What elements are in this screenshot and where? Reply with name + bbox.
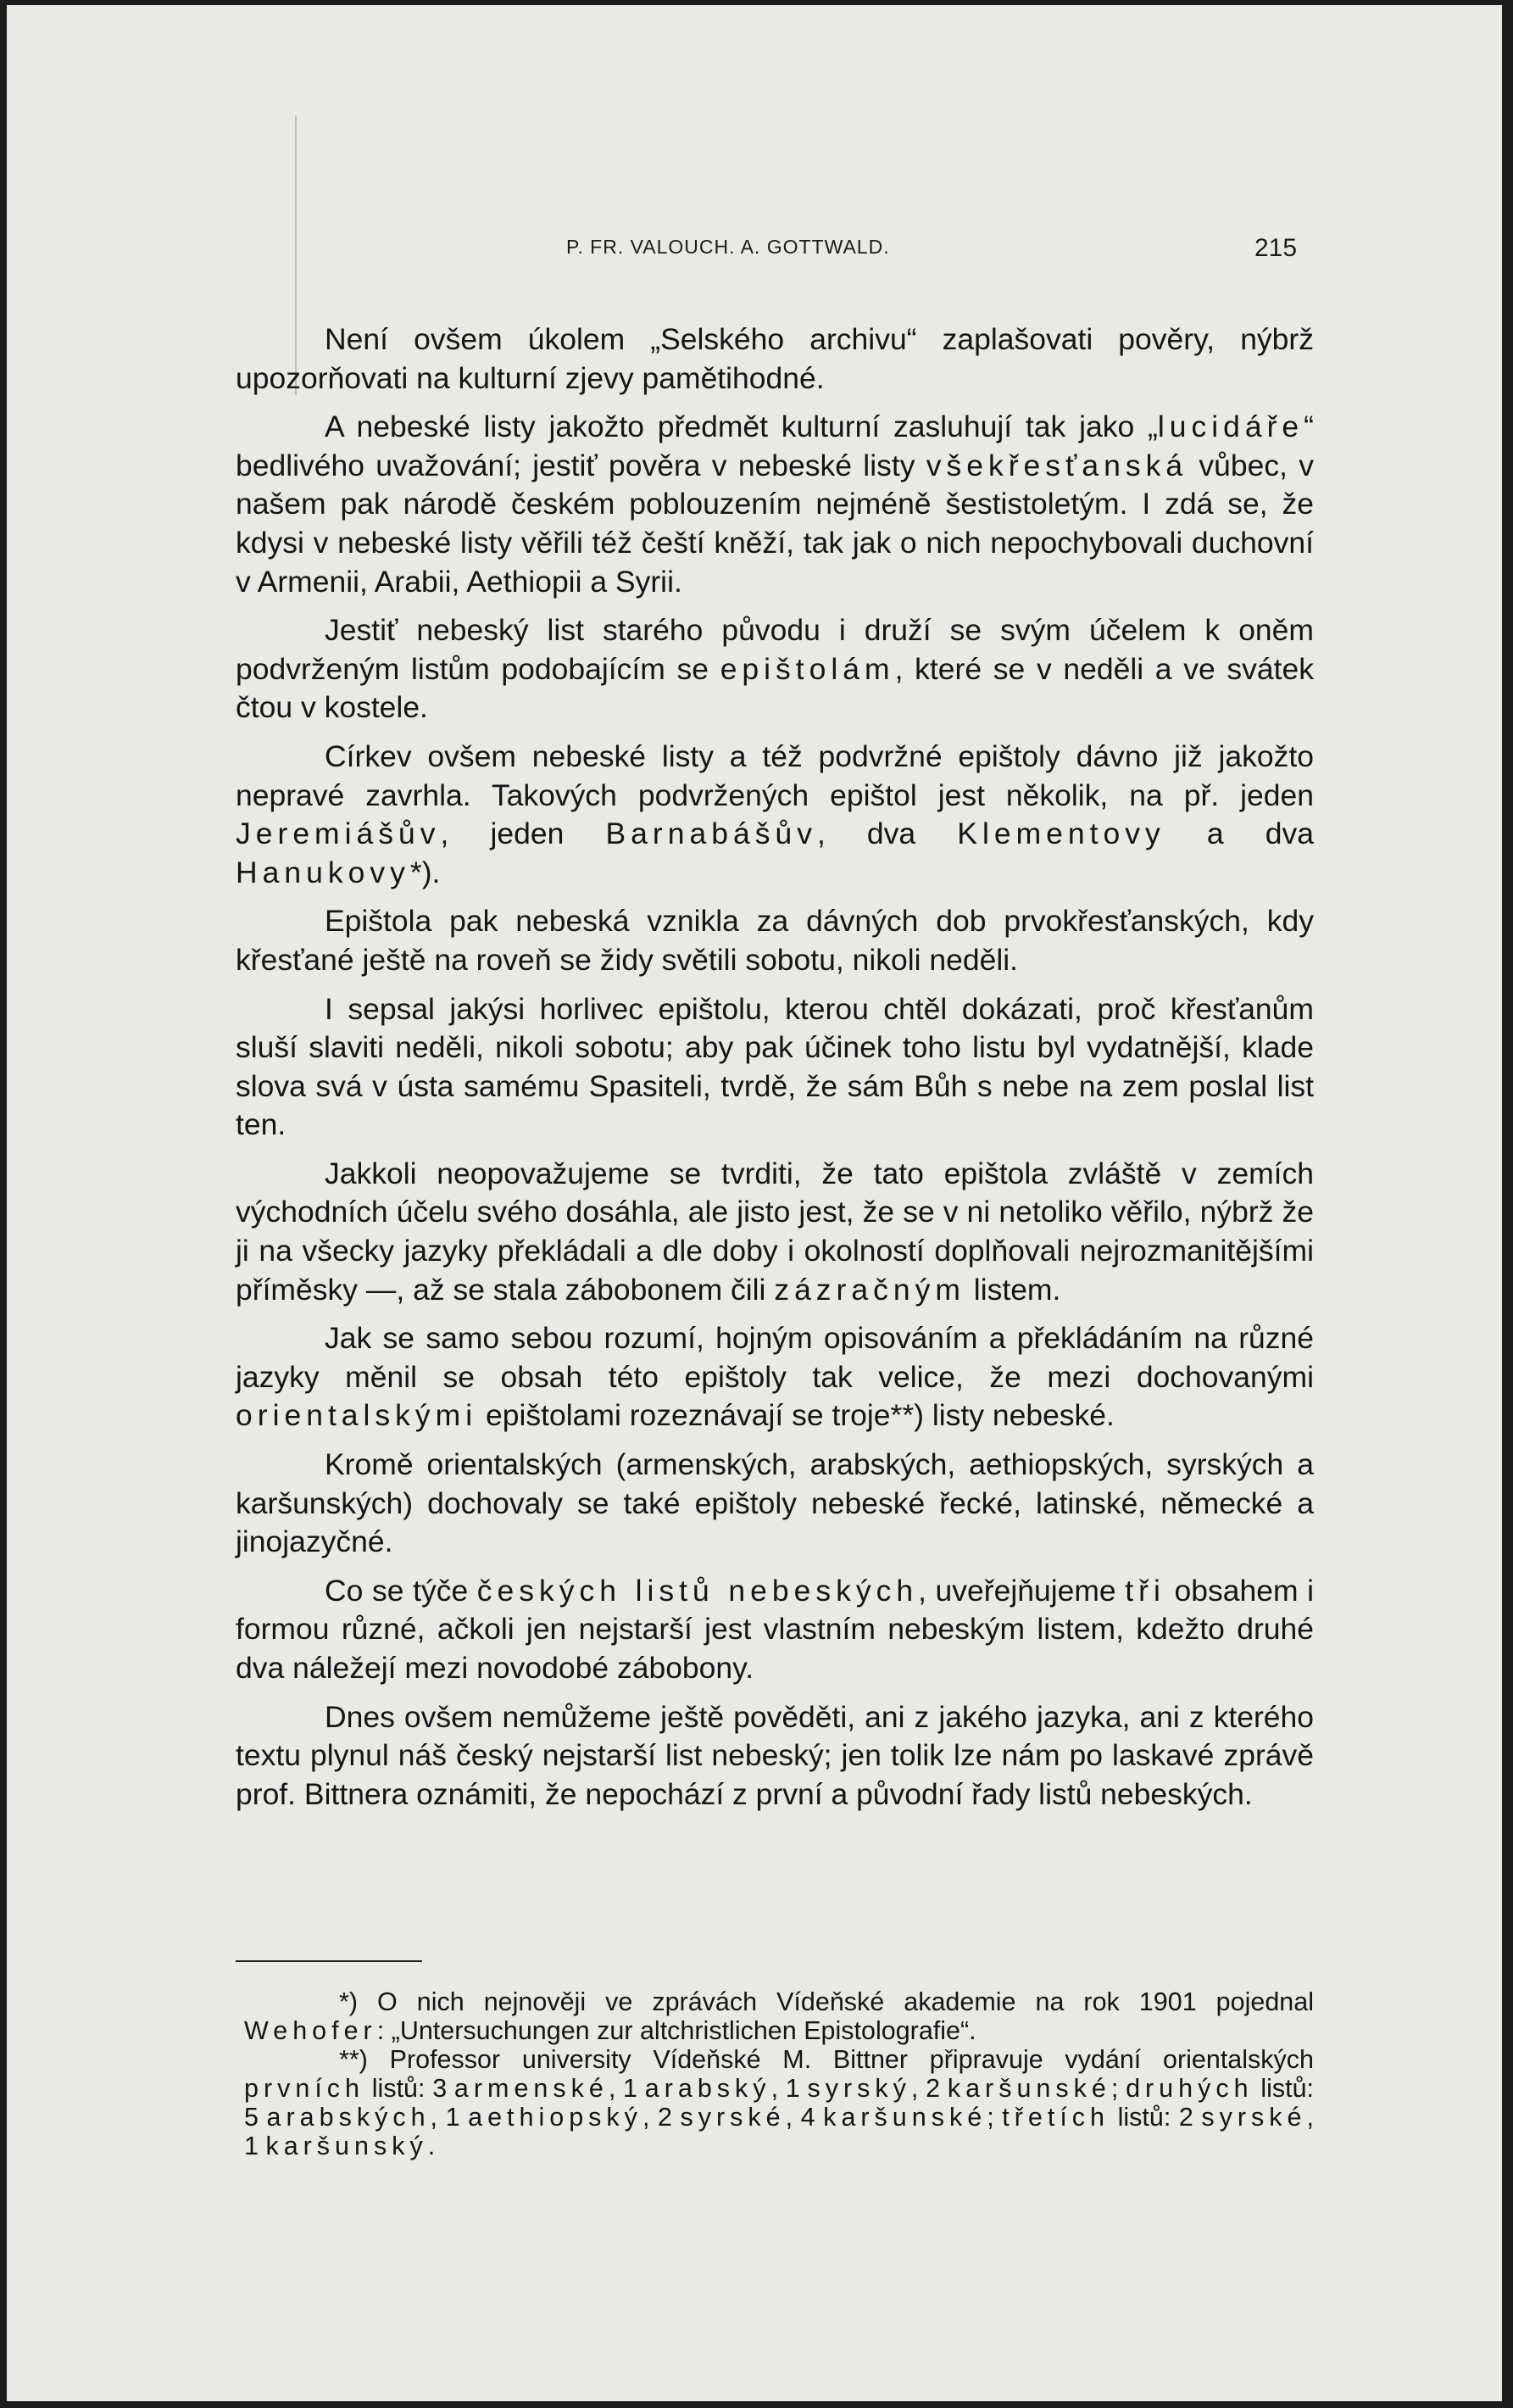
text-run: listů: 3	[364, 2074, 454, 2103]
text-run: Dnes ovšem nemůžeme ještě pověděti, ani z jakého jazyka, ani z kterého textu plynul náš český nejstarší list nebeský; jen tolik lze nám po laskavé zprávě prof. Bittnera oznámiti, že nepochází z první a původní řady listů nebeských.	[236, 1699, 1314, 1811]
paragraph-9	[236, 1446, 1314, 1562]
text-run: Není ovšem úkolem „Selského archivu“ zaplašovati pověry, nýbrž upozorňovati na kulturní zjevy pamětihodné.	[236, 322, 1314, 395]
spaced-emphasis: syrský	[807, 2074, 911, 2103]
text-run: , 4	[785, 2103, 824, 2132]
text-run: ;	[987, 2103, 1003, 2132]
spaced-emphasis: českých listů nebeských	[476, 1573, 919, 1608]
text-run: Co se týče	[325, 1573, 477, 1608]
spaced-emphasis: Wehofer	[244, 2016, 377, 2045]
spaced-emphasis: tři	[1125, 1573, 1165, 1608]
paragraph-3	[236, 611, 1314, 727]
spaced-emphasis: karšunské	[823, 2103, 987, 2132]
spaced-emphasis: arabský	[644, 2074, 771, 2103]
text-run: a dva	[1165, 817, 1314, 851]
text-run: : „Untersuchungen zur altchristlichen Epistolografie“.	[376, 2016, 976, 2045]
text-run: , uveřejňujeme	[918, 1573, 1126, 1608]
text-run: , 1	[770, 2074, 808, 2103]
text-run: , které se v neděli a ve svátek čtou v kostele.	[236, 651, 1315, 725]
text-run: , jeden	[440, 817, 606, 851]
spaced-emphasis: karšunský	[265, 2132, 428, 2160]
paragraph-1	[236, 321, 1314, 398]
text-run: Epištola pak nebeská vznikla za dávných dob prvokřesťanských, kdy křesťané ještě na roveň se židy světili sobotu, nikoli neděli.	[236, 904, 1314, 977]
text-run: , 1	[244, 2103, 1314, 2160]
paragraph-2	[236, 408, 1314, 601]
text-run: *).	[409, 855, 441, 889]
spaced-emphasis: syrské	[1201, 2103, 1307, 2132]
text-run: epištolami rozeznávají se troje**) listy nebeské.	[477, 1398, 1115, 1433]
spaced-emphasis: zázračným	[774, 1272, 965, 1307]
body-text	[236, 321, 1314, 1824]
spaced-emphasis: Barnabášův	[605, 817, 817, 851]
footnote-1	[244, 1987, 1314, 2045]
text-run: listů: 5	[244, 2074, 1315, 2132]
text-run: *) O nich nejnověji ve zprávách Vídeňské akademie na rok 1901 pojednal	[339, 1987, 1314, 2016]
text-run: obsahem i formou různé, ačkoli jen nejstarší jest vlastním nebeským listem, kdežto druhé dva náležejí mezi novodobé zábobony.	[236, 1573, 1315, 1685]
running-title: P. FR. VALOUCH. A. GOTTWALD.	[566, 236, 890, 258]
paragraph-11	[236, 1698, 1314, 1814]
text-run: Jakkoli neopovažujeme se tvrditi, že tato epištola zvláště v zemích východních účelu svého dosáhla, ale jisto jest, že se v ni netoliko věřilo, nýbrž že ji na všecky jazyky překládali a dle doby i okolností doplňovali nejrozmanitějšími příměsky —, až se stala zábobonem čili	[236, 1156, 1314, 1307]
text-run: Církev ovšem nebeské listy a též podvržné epištoly dávno již jakožto nepravé zavrhla. Takových podvržených epištol jest několik, na př. jeden	[236, 739, 1314, 812]
text-run: , 1	[608, 2074, 645, 2103]
paragraph-5	[236, 902, 1314, 979]
footnote-divider	[236, 1960, 422, 1962]
spaced-emphasis: orientalskými	[236, 1398, 478, 1433]
text-run: , dva	[816, 817, 958, 851]
page-number: 215	[1254, 234, 1298, 262]
spaced-emphasis: Hanukovy	[236, 855, 410, 889]
spaced-emphasis: armenské	[453, 2074, 609, 2103]
spaced-emphasis: třetích	[1002, 2103, 1110, 2132]
paragraph-6	[236, 990, 1314, 1145]
spaced-emphasis: arabských	[266, 2103, 431, 2132]
text-run: I sepsal jakýsi horlivec epištolu, kterou chtěl dokázati, proč křesťanům sluší slaviti neděli, nikoli sobotu; aby pak účinek toho listu byl vydatnější, klade slova svá v ústa samému Spasiteli, tvrdě, že sám Bůh s nebe na zem poslal list ten.	[236, 991, 1314, 1142]
text-run: A nebeské listy jakožto předmět kulturní zasluhují tak jako „	[325, 410, 1158, 444]
spaced-emphasis: Klementovy	[957, 817, 1165, 851]
text-run: , 1	[430, 2103, 469, 2132]
text-run: , 2	[642, 2103, 681, 2132]
footnote-2	[244, 2045, 1314, 2160]
paragraph-4	[236, 738, 1314, 892]
spaced-emphasis: epištolám	[720, 651, 895, 686]
book-page	[7, 5, 1502, 2401]
text-run: “ bedlivého uvažování; jestiť pověra v nebeské listy	[236, 410, 1314, 482]
text-run: , 2	[910, 2074, 948, 2103]
text-run: Kromě orientalských (armenských, arabských, aethiopských, syrských a karšunských) dochovaly se také epištoly nebeské řecké, latinské, německé a jinojazyčné.	[236, 1447, 1314, 1559]
text-run: Jak se samo sebou rozumí, hojným opisováním a překládáním na různé jazyky měnil se obsah této epištoly tak velice, že mezi dochovanými	[236, 1321, 1314, 1394]
text-run: **) Professor university Vídeňské M. Bittner připravuje vydání orientalských	[339, 2045, 1314, 2074]
paragraph-8	[236, 1319, 1314, 1435]
text-run: ;	[1110, 2074, 1126, 2103]
spaced-emphasis: druhých	[1126, 2074, 1254, 2103]
spaced-emphasis: karšunské	[947, 2074, 1111, 2103]
spaced-emphasis: Jeremiášův	[236, 817, 441, 851]
paragraph-10	[236, 1572, 1314, 1688]
text-run: vůbec, v našem pak národě českém poblouzením nejméně šestistoletým. I zdá se, že kdysi v nebeské listy věřili též čeští kněží, tak jak o nich nepochybovali duchovní v Armenii, Arabii, Aethiopii a Syrii.	[236, 448, 1314, 599]
spaced-emphasis: všekřesťanská	[926, 448, 1188, 482]
text-run: Jestiť nebeský list starého původu i druží se svým účelem k oněm podvrženým listům podobajícím se	[236, 613, 1314, 686]
spaced-emphasis: aethiopský	[468, 2103, 642, 2132]
spaced-emphasis: prvních	[244, 2074, 365, 2103]
spaced-emphasis: lucidáře	[1157, 410, 1304, 444]
text-run: listů: 2	[1110, 2103, 1202, 2132]
text-run: .	[427, 2132, 436, 2160]
footnotes	[244, 1987, 1314, 2160]
spaced-emphasis: syrské	[680, 2103, 786, 2132]
text-run: listem.	[965, 1272, 1061, 1307]
paragraph-7	[236, 1155, 1314, 1309]
